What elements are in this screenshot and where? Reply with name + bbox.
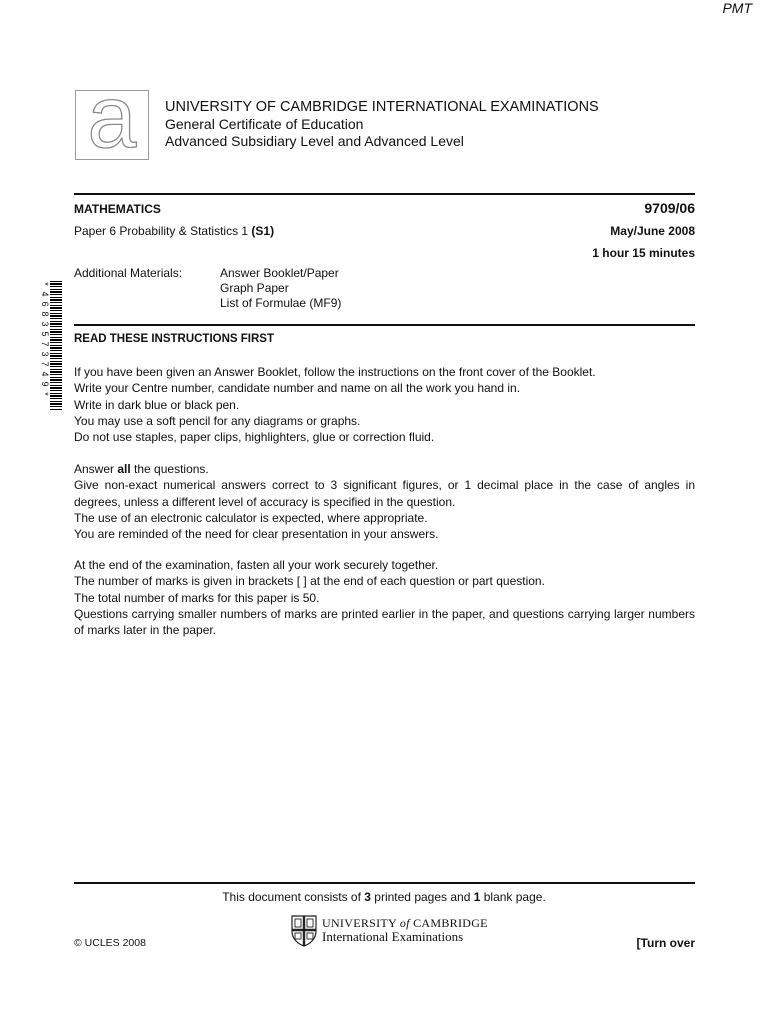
uc-logo-line-1 xyxy=(322,916,488,930)
exam-duration: 1 hour 15 minutes xyxy=(592,246,695,260)
candidate-barcode xyxy=(40,281,62,411)
corner-tag: PMT xyxy=(722,0,752,16)
barcode-digit: 8 xyxy=(40,311,50,317)
barcode-digit: 3 xyxy=(40,321,50,327)
materials-list xyxy=(220,266,341,311)
paper-title xyxy=(74,224,274,238)
material-item: Answer Booklet/Paper xyxy=(220,266,339,280)
instruction-line: You are reminded of the need for clear presentation in your answers. xyxy=(74,527,439,542)
answer-suffix: the questions. xyxy=(130,462,209,476)
qualification-level: Advanced Subsidiary Level and Advanced Level xyxy=(165,133,464,149)
barcode-digit: 5 xyxy=(40,331,50,337)
instructions-block-1 xyxy=(74,364,695,445)
instruction-line: The total number of marks for this paper is 50. xyxy=(74,590,320,605)
cambridge-crest-icon xyxy=(291,915,317,947)
barcode-digit: 9 xyxy=(40,381,50,387)
qualification-name: General Certificate of Education xyxy=(165,116,364,132)
barcode-digit: 7 xyxy=(40,341,50,347)
instruction-line: The use of an electronic calculator is expected, where appropriate. xyxy=(74,510,428,525)
instructions-block-2 xyxy=(74,461,695,542)
barcode-digit: * xyxy=(40,282,50,286)
instruction-line: At the end of the examination, fasten all your work securely together. xyxy=(74,558,439,572)
page-count-note xyxy=(0,890,768,904)
instructions-block-3 xyxy=(74,557,695,638)
instruction-line: Write in dark blue or black pen. xyxy=(74,397,240,412)
printed-page-count: 3 xyxy=(364,890,371,904)
logo-letter: a xyxy=(87,67,137,166)
material-item: Graph Paper xyxy=(220,281,289,295)
instructions-divider xyxy=(74,324,695,326)
copyright: © UCLES 2008 xyxy=(74,937,146,949)
cie-logo xyxy=(75,67,149,166)
instruction-line: If you have been given an Answer Booklet, follow the instructions on the front cover of the Booklet. xyxy=(74,365,596,379)
exam-session: May/June 2008 xyxy=(610,224,695,238)
cie-footer-logo-text xyxy=(322,916,488,944)
barcode-digits xyxy=(40,279,50,399)
instructions-title: READ THESE INSTRUCTIONS FIRST xyxy=(74,333,274,345)
barcode-digit: 7 xyxy=(40,361,50,367)
blank-page-count: 1 xyxy=(473,890,481,904)
subject: MATHEMATICS xyxy=(74,202,161,216)
top-divider xyxy=(74,193,695,195)
paper-title-text: Paper 6 Probability & Statistics 1 xyxy=(74,224,252,238)
barcode-digit: 4 xyxy=(40,371,50,377)
page-note-suffix: blank page. xyxy=(480,890,546,904)
page-note-mid: printed pages and xyxy=(370,890,474,904)
material-item: List of Formulae (MF9) xyxy=(220,296,342,310)
barcode-digit: * xyxy=(40,392,50,396)
instruction-line: You may use a soft pencil for any diagrams or graphs. xyxy=(74,413,361,428)
exam-board-header xyxy=(165,99,599,150)
barcode-digit: 3 xyxy=(40,351,50,357)
barcode-bars xyxy=(50,281,62,411)
answer-prefix: Answer xyxy=(74,462,118,476)
footer-divider xyxy=(74,882,695,884)
materials-label: Additional Materials: xyxy=(74,266,183,280)
answer-bold: all xyxy=(117,462,131,476)
uc-logo-prefix: UNIVERSITY xyxy=(322,916,400,930)
page-note-prefix: This document consists of xyxy=(222,890,365,904)
answer-all-line xyxy=(74,461,695,477)
barcode-digit: 6 xyxy=(40,301,50,307)
turn-over-label: [Turn over xyxy=(636,936,695,950)
instruction-line: Give non-exact numerical answers correct to 3 significant figures, or 1 decimal place in the case of angles in degrees, unless a different level of accuracy is specified in the question. xyxy=(74,478,695,509)
instruction-line: Questions carrying smaller numbers of marks are printed earlier in the paper, and questions carrying larger numbers of marks later in the paper. xyxy=(74,606,695,638)
syllabus-code: 9709/06 xyxy=(644,200,695,216)
uc-logo-suffix: CAMBRIDGE xyxy=(409,916,488,930)
barcode-digit: 4 xyxy=(40,291,50,297)
uc-logo-line-2: International Examinations xyxy=(322,929,464,944)
instruction-line: Write your Centre number, candidate number and name on all the work you hand in. xyxy=(74,381,521,396)
instruction-line: The number of marks is given in brackets [ ] at the end of each question or part question. xyxy=(74,574,545,589)
uc-logo-of: of xyxy=(399,916,410,930)
paper-title-unit: (S1) xyxy=(251,224,275,238)
instruction-line: Do not use staples, paper clips, highlighters, glue or correction fluid. xyxy=(74,430,435,445)
board-name: UNIVERSITY OF CAMBRIDGE INTERNATIONAL EXAMINATIONS xyxy=(165,99,599,115)
